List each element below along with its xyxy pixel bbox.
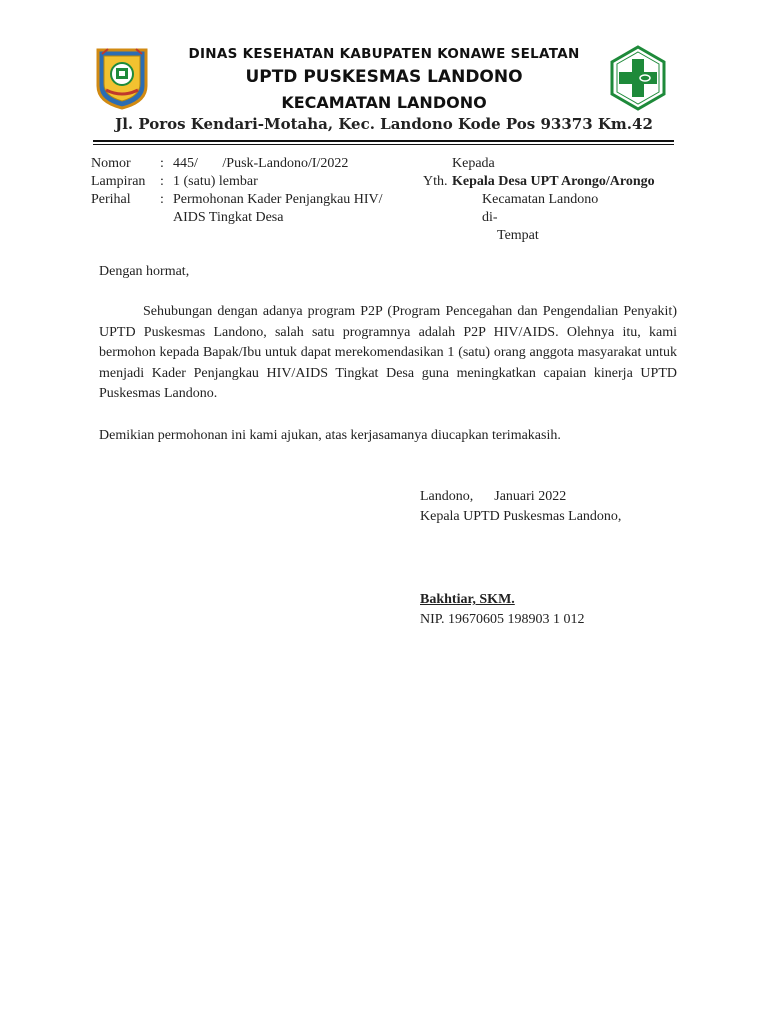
- header-divider-thick: [93, 140, 674, 142]
- address: Jl. Poros Kendari-Motaha, Kec. Landono Kode Pos 93373 Km.42: [115, 115, 653, 133]
- perihal-line-1: Permohonan Kader Penjangkau HIV/: [173, 192, 383, 207]
- recipient-yth: Yth.: [423, 174, 448, 189]
- lampiran-label: Lampiran: [91, 174, 146, 189]
- perihal-label: Perihal: [91, 192, 131, 207]
- recipient-di: di-: [482, 210, 498, 225]
- perihal-line-2: AIDS Tingkat Desa: [173, 210, 284, 225]
- nomor-label: Nomor: [91, 156, 131, 171]
- signer-nip: NIP. 19670605 198903 1 012: [420, 612, 585, 627]
- place-date: Landono, Januari 2022: [420, 489, 567, 504]
- signer-position: Kepala UPTD Puskesmas Landono,: [420, 509, 622, 524]
- closing-sentence: Demikian permohonan ini kami ajukan, atas kerjasamanya diucapkan terimakasih.: [99, 428, 561, 443]
- recipient-district: Kecamatan Landono: [482, 192, 599, 207]
- recipient-name: Kepala Desa UPT Arongo/Arongo: [452, 174, 655, 189]
- body-paragraph: Sehubungan dengan adanya program P2P (Program Pencegahan dan Pengendalian Penyakit) UPTD Puskesmas Landono, salah satu programnya adalah P2P HIV/AIDS. Olehnya itu, kami bermohon kepada Bapak/Ibu untuk dapat merekomendasikan 1 (satu) orang anggota masyarakat untuk menjadi Kader Penjangkau HIV/AIDS Tingkat Desa guna meningkatkan capaian kinerja UPTD Puskesmas Landono.: [99, 304, 677, 401]
- recipient-kepada: Kepada: [452, 156, 495, 171]
- perihal-separator: :: [160, 192, 164, 207]
- unit-name: UPTD PUSKESMAS LANDONO: [245, 67, 523, 87]
- nomor-separator: :: [160, 156, 164, 171]
- lampiran-value: 1 (satu) lembar: [173, 174, 258, 189]
- header-divider-thin: [93, 144, 674, 145]
- district-name: KECAMATAN LANDONO: [281, 93, 487, 112]
- agency-name: DINAS KESEHATAN KABUPATEN KONAWE SELATAN: [188, 46, 580, 62]
- signer-name: Bakhtiar, SKM.: [420, 592, 515, 607]
- nomor-value: 445/ /Pusk-Landono/I/2022: [173, 156, 349, 171]
- recipient-tempat: Tempat: [497, 228, 539, 243]
- greeting: Dengan hormat,: [99, 264, 190, 279]
- lampiran-separator: :: [160, 174, 164, 189]
